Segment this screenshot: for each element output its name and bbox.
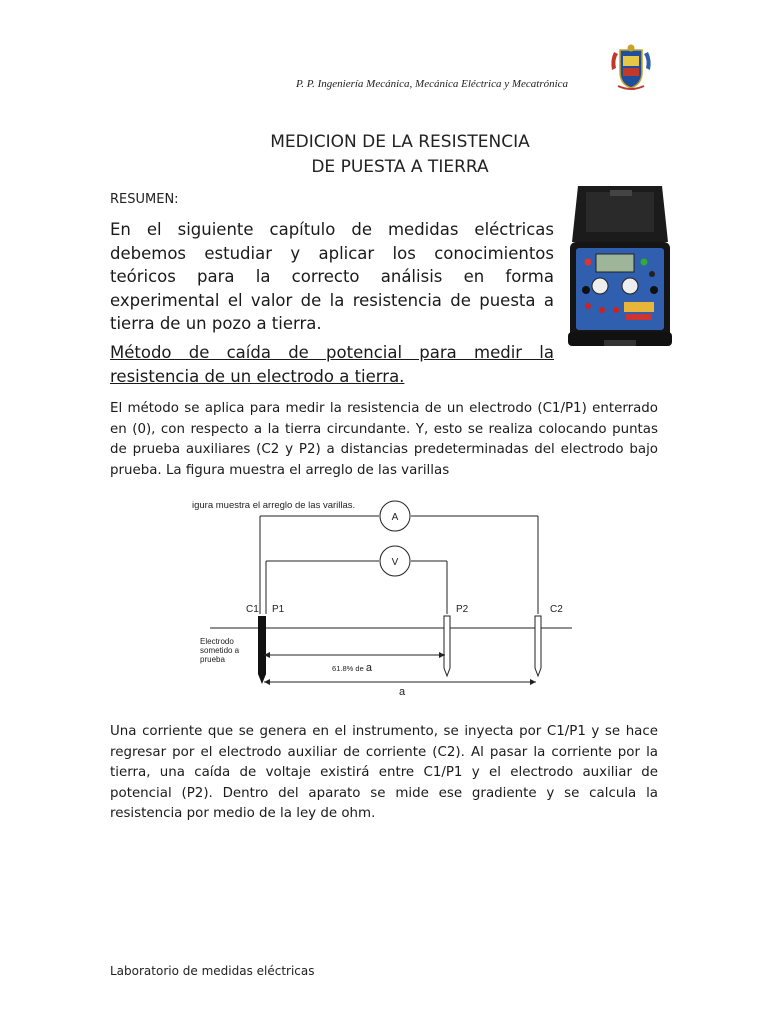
ammeter-label: A [391, 512, 399, 523]
intro-paragraph: En el siguiente capítulo de medidas eléctricas debemos estudiar y aplicar los conocimientos teóricos para la correcto análisis en forma experimental el valor de la resistencia de puesta a tierra de un pozo a tierra. [110, 220, 554, 333]
document-title [230, 130, 570, 180]
electrode-c1-p1 [258, 616, 266, 684]
page-footer: Laboratorio de medidas eléctricas [110, 964, 315, 978]
electrode-label-line-2: sometido a [200, 646, 240, 655]
title-line-1: MEDICION DE LA RESISTENCIA [270, 132, 530, 152]
label-c2: C2 [550, 604, 563, 615]
ground-resistance-tester-image [566, 182, 674, 354]
label-c1: C1 [246, 604, 259, 615]
method-paragraph: El método se aplica para medir la resistencia de un electrodo (C1/P1) enterrado en (0), con respecto a la tierra circundante. Y, esto se realiza colocando puntas de prueba auxiliares (C2 y P2) a distancias predeterminadas del electrodo bajo prueba. La figura muestra el arreglo de las varillas [110, 401, 658, 478]
rod-p2 [444, 616, 450, 676]
section-subheading: Método de caída de potencial para medir la resistencia de un electrodo a tierra. [110, 343, 554, 386]
label-p1: P1 [272, 604, 285, 615]
distance-a-label: a [398, 686, 406, 698]
label-p2: P2 [456, 604, 469, 615]
fall-of-potential-diagram [190, 494, 590, 700]
university-crest-logo [608, 42, 654, 92]
figure-caption: igura muestra el arreglo de las varillas. [192, 500, 356, 511]
distance-61-8-label: 61.8% de a [332, 662, 372, 674]
current-paragraph: Una corriente que se genera en el instrumento, se inyecta por C1/P1 y se hace regresar por el electrodo auxiliar de corriente (C2). Al pasar la corriente por la tierra, una caída de voltaje existirá entre C1/P1 y el electrodo auxiliar de potencial (P2). Dentro del aparato se mide ese gradiente y se calcula la resistencia por medio de la ley de ohm. [110, 724, 658, 821]
page-header: P. P. Ingeniería Mecánica, Mecánica Eléctrica y Mecatrónica [296, 78, 569, 90]
title-line-2: DE PUESTA A TIERRA [311, 157, 489, 177]
electrode-label-line-1: Electrodo [200, 637, 234, 646]
voltmeter-label: V [391, 557, 399, 568]
resumen-label: RESUMEN: [110, 192, 179, 207]
rod-c2 [535, 616, 541, 676]
electrode-label-line-3: prueba [200, 655, 225, 664]
